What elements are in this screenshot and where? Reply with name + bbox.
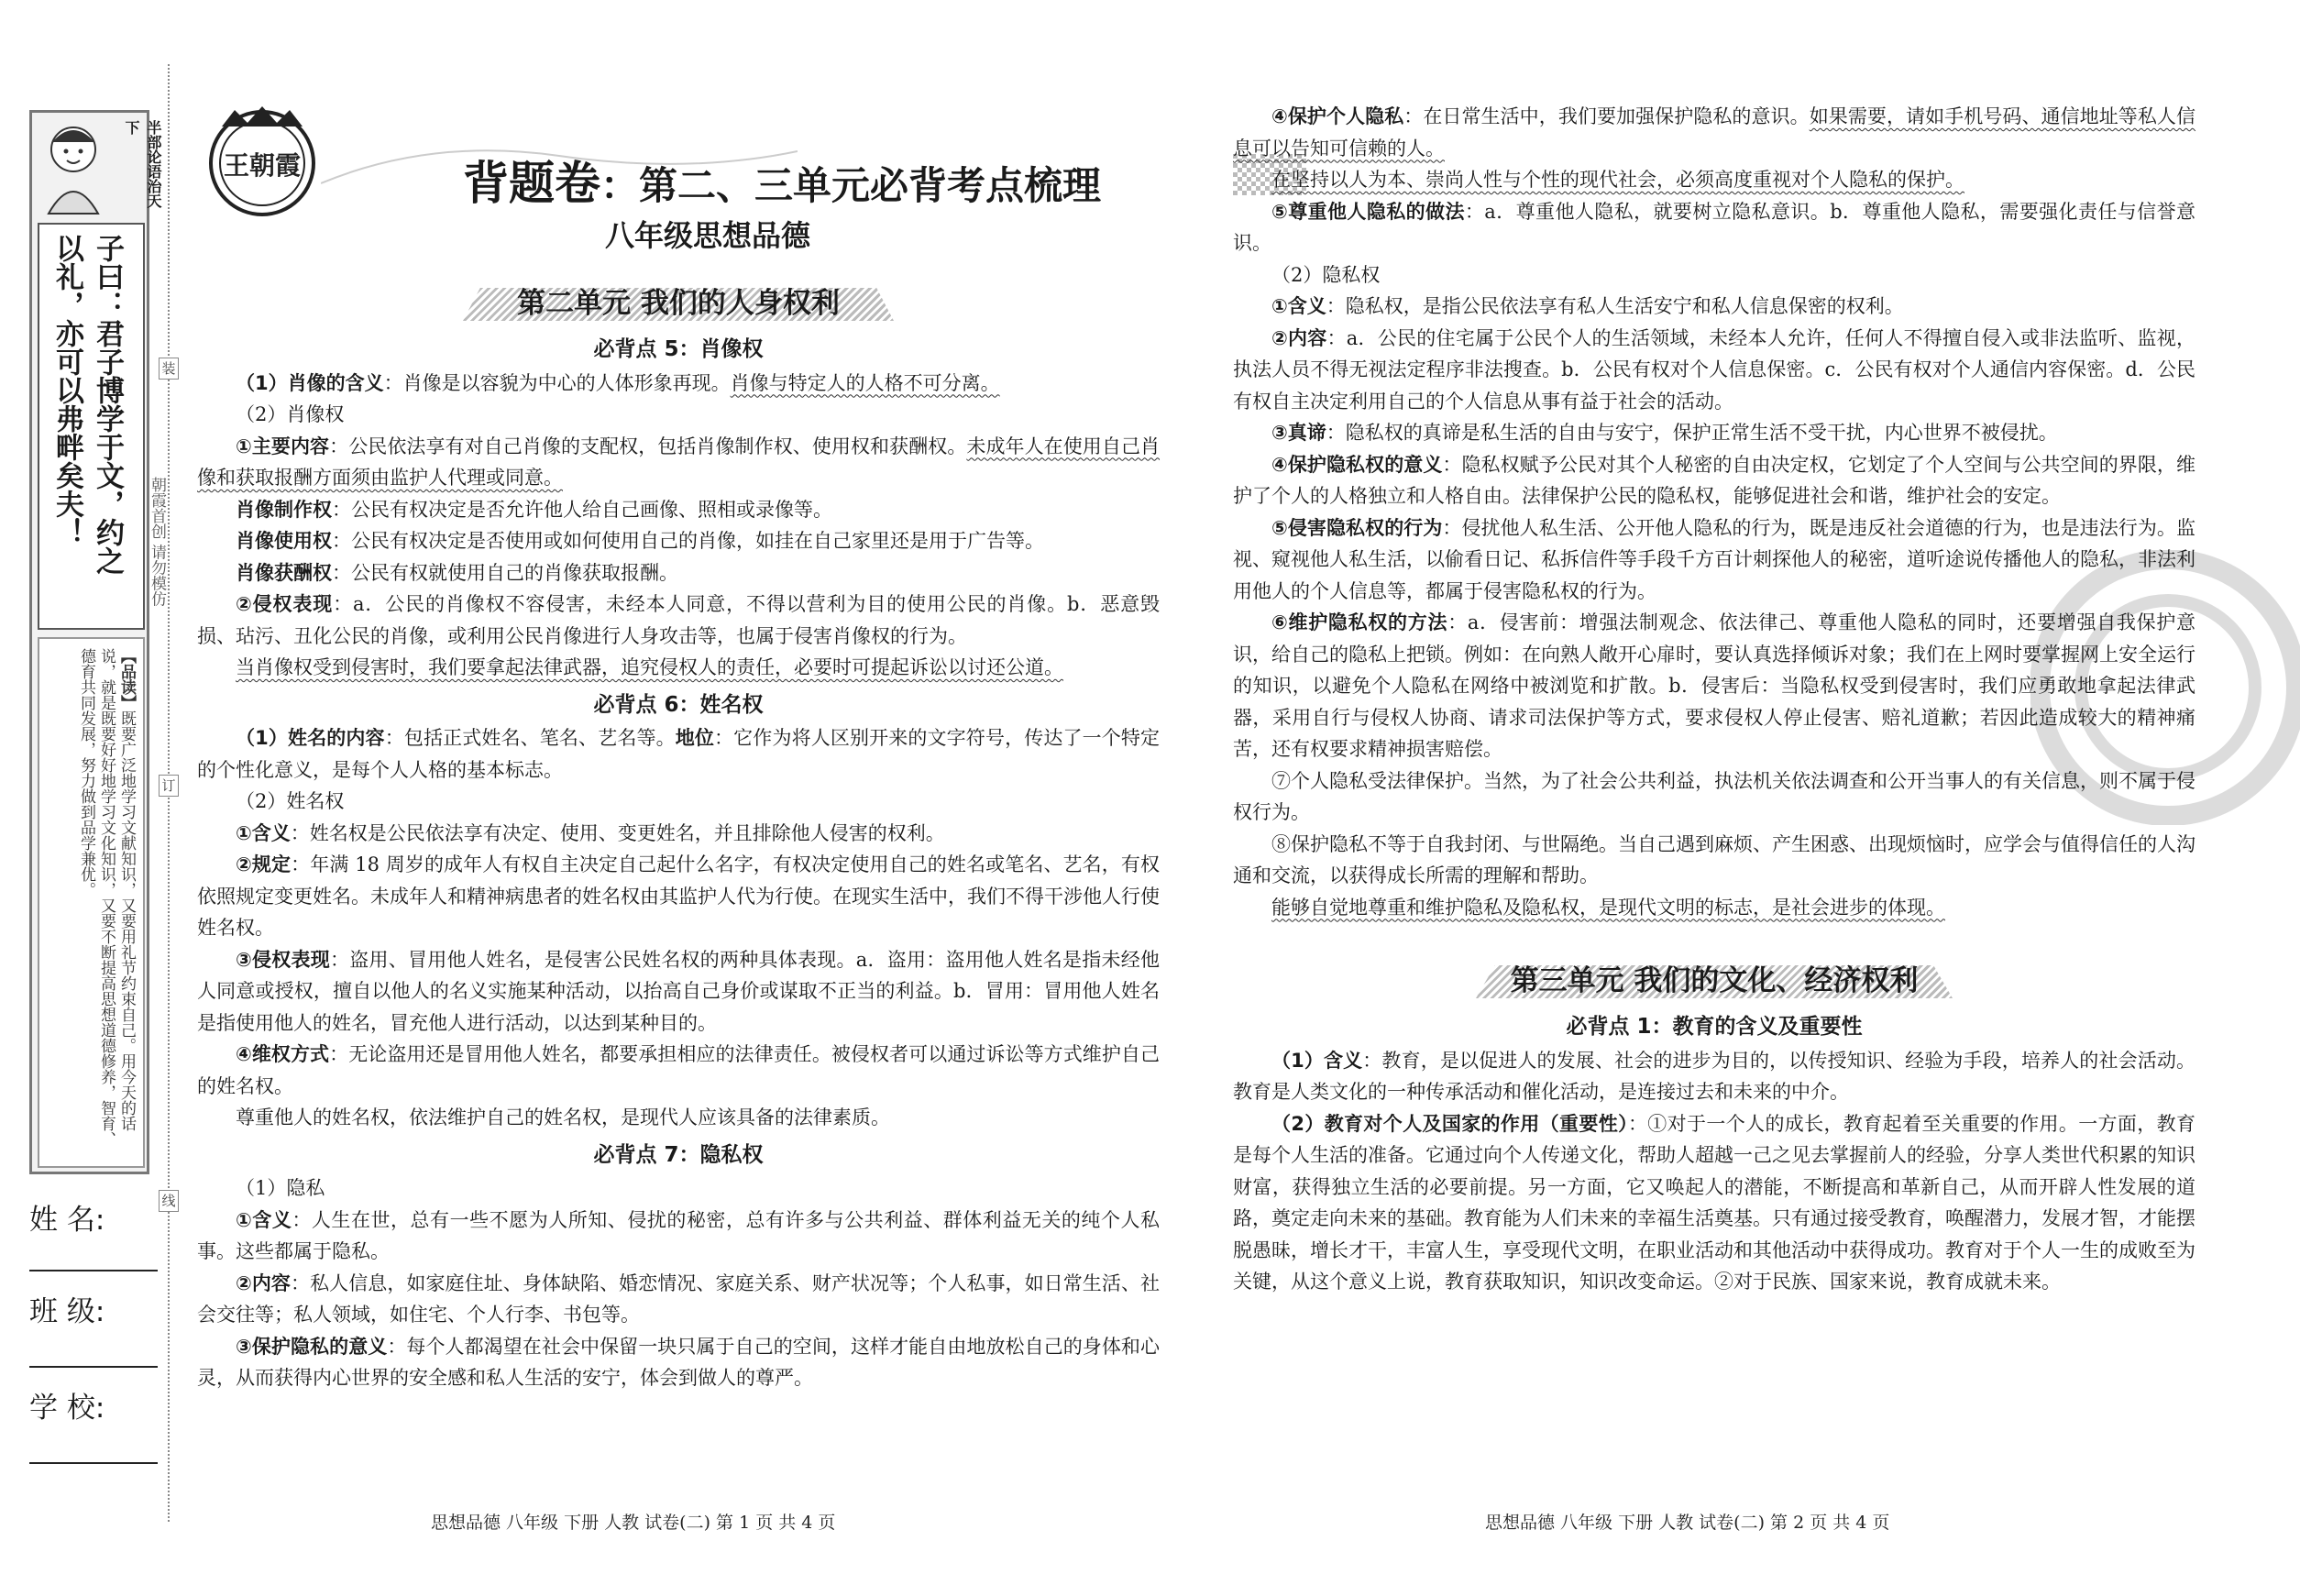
reading-text [45, 648, 137, 1157]
confucius-badge [32, 113, 162, 218]
p5-2b-label: ②侵权表现 [236, 593, 334, 615]
r11-text: ⑦个人隐私受法律保护。当然，为了社会公共利益，执法机关依法调查和公开当事人的有关信息，则不属于侵权行为。 [1233, 769, 2195, 823]
right-footer: 思想品德 八年级 下册 人教 试卷(二) 第 2 页 共 4 页 [1485, 1513, 1890, 1533]
reading-label: 【品读】 [117, 648, 136, 710]
p7-1b-text: ：私人信息，如家庭住址、身体缺陷、婚恋情况、家庭关系、财产状况等；个人私事，如日常生活、社会交往等；私人领域，如住宅、个人行李、书包等。 [197, 1271, 1161, 1326]
quote-line-1: 子曰：君子博学于文，约之 [91, 234, 124, 575]
r4: （2）隐私权 [1271, 263, 1381, 286]
p6-2b-text: ：年满 18 周岁的成年人有权自主决定自己起什么名字，有权决定使用自己的姓名或笔名、艺名，有权依照规定变更姓名。未成年人和精神病患者的姓名权由其监护人代为行使。在现实生活中，我们不得干涉他人行使姓名权。 [197, 853, 1160, 939]
p6-2d-text: ：无论盗用还是冒用他人姓名，都要承担相应的法律责任。被侵权者可以通过诉讼等方式维护自己的姓名权。 [197, 1043, 1160, 1097]
r1-label: ④保护个人隐私 [1271, 105, 1404, 127]
r6-label: ②内容 [1271, 326, 1327, 349]
p5-zz-label: 肖像制作权 [236, 498, 332, 521]
r9-label: ⑤侵害隐私权的行为 [1271, 516, 1443, 539]
r5-text: ：隐私权，是指公民依法享有私人生活安宁和私人信息保密的权利。 [1326, 295, 1904, 317]
school-field-label: 学 校: [29, 1392, 105, 1425]
q2-label: （2）教育对个人及国家的作用（重要性） [1271, 1112, 1628, 1135]
r7-text: ：隐私权的真谛是私生活的自由与安宁，保护正常生活不受干扰，内心世界不被侵扰。 [1326, 422, 2058, 444]
r3-label: ⑤尊重他人隐私的做法 [1271, 200, 1465, 223]
binding-tag-3: 线 [159, 1190, 179, 1212]
r13-wave: 能够自觉地尊重和维护隐私及隐私权，是现代文明的标志，是社会进步的体现。 [1271, 896, 1945, 919]
r10-text: ：a．侵害前：增强法制观念、依法律己、尊重他人隐私的同时，还要增强自我保护意识，给自己的隐私上把锁。例如：在向熟人敞开心扉时，要认真选择倾诉对象；我们在上网时要掌握网上安全运行的知识，以避免个人隐私在网络中被浏览和扩散。b．侵害后：当隐私权受到侵害时，我们应勇敢地拿起法律武器，采用自行与侵权人协商、请求司法保护等方式，要求侵权人停止侵害、赔礼道歉；若因此造成较大的精神痛苦，还有权要求精神损害赔偿。 [1233, 611, 2195, 760]
p5-hc-text: ：公民有权就使用自己的肖像获取报酬。 [332, 561, 678, 584]
p6-1-text2: ：它作为将人区别开来的文字符号，传达了一个特定的个性化意义，是每个人人格的基本标志。 [197, 727, 1161, 781]
p6-2d-label: ④维权方式 [236, 1043, 330, 1065]
p5-1-label: （1）肖像的含义 [236, 371, 384, 394]
p6-1-label2: 地位 [675, 727, 715, 749]
r1-wave: 如果需要，请如手机号码、通信地址等私人信息可以告知可信赖的人。 [1233, 105, 2196, 160]
confucius-icon [32, 113, 119, 218]
p7-1a-label: ①含义 [236, 1208, 292, 1231]
p6-2b-label: ②规定 [236, 853, 292, 875]
binding-tag-2: 订 [159, 775, 179, 797]
p5-2a-wave: 未成年人在使用自己肖像和获取报酬方面须由监护人代理或同意。 [197, 435, 1161, 489]
left-footer: 思想品德 八年级 下册 人教 试卷(二) 第 1 页 共 4 页 [431, 1513, 836, 1533]
point5-title: 必背点 5：肖像权 [593, 337, 764, 361]
p5-2a-text: ：公民依法享有对自己肖像的支配权，包括肖像制作权、使用权和获酬权。 [329, 435, 967, 457]
p5-2: （2）肖像权 [236, 403, 345, 425]
reading-box [38, 637, 145, 1168]
binding-tag-1: 装 [159, 358, 179, 380]
r10-label: ⑥维护隐私权的方法 [1271, 611, 1448, 633]
r8-text: ：隐私权赋予公民对其个人秘密的自由决定权，它划定了个人空间与公共空间的界限，维护了个人的人格独立和人格自由。法律保护公民的隐私权，能够促进社会和谐，维护社会的安定。 [1233, 453, 2196, 507]
p5-1-wave: 肖像与特定人的人格不可分离。 [730, 371, 1000, 394]
school-field-line[interactable] [29, 1462, 158, 1464]
quote-box [38, 223, 145, 630]
class-field-line[interactable] [29, 1366, 158, 1368]
p5-hc-label: 肖像获酬权 [236, 561, 332, 584]
r9-text: ：侵扰他人私生活、公开他人隐私的行为，既是违反社会道德的行为，也是违法行为。监视、窥视他人私生活，以偷看日记、私拆信件等手段千方百计刺探他人的秘密，道听途说传播他人的隐私，非法利用他人的个人信息等，都属于侵害隐私权的行为。 [1233, 516, 2196, 602]
r7-label: ③真谛 [1271, 422, 1326, 444]
p6-1-text: ：包括正式姓名、笔名、艺名等。 [384, 727, 676, 749]
p5-2a-label: ①主要内容 [236, 435, 330, 457]
name-field-label: 姓 名: [29, 1204, 105, 1237]
p6-2a-text: ：姓名权是公民依法享有决定、使用、变更姓名，并且排除他人侵害的权利。 [290, 821, 945, 844]
p5-1-text: ：肖像是以容貌为中心的人体形象再现。 [383, 371, 731, 394]
p5-zz-text: ：公民有权决定是否允许他人给自己画像、照相或录像等。 [332, 498, 832, 521]
r2-wave: 在坚持以人为本、崇尚人性与个性的现代社会，必须高度重视对个人隐私的保护。 [1271, 169, 1964, 191]
logo-icon [204, 103, 321, 220]
quote-line-2: 以礼，亦可以弗畔矣夫！ [50, 234, 83, 546]
side-note: 朝霞首创 请勿模仿 [148, 477, 166, 607]
point7-title: 必背点 7：隐私权 [593, 1142, 764, 1167]
r12-text: ⑧保护隐私不等于自我封闭、与世隔绝。当自己遇到麻烦、产生困惑、出现烦恼时，应学会与值得信任的人沟通和交流，以获得成长所需的理解和帮助。 [1233, 832, 2195, 886]
p6-2a-label: ①含义 [236, 821, 291, 844]
r5-label: ①含义 [1271, 295, 1326, 317]
p7-1b-label: ②内容 [236, 1271, 291, 1294]
p5-sy-label: 肖像使用权 [236, 530, 332, 552]
unit2-title: 第二单元 我们的人身权利 [517, 287, 840, 320]
unit2-banner [463, 282, 894, 325]
unit3-banner [1476, 960, 1953, 1002]
p7-1: （1）隐私 [236, 1177, 325, 1199]
name-field-line[interactable] [29, 1270, 158, 1271]
r8-label: ④保护隐私权的意义 [1271, 453, 1443, 476]
point6-title: 必背点 6：姓名权 [593, 692, 764, 717]
r6-text: ：a．公民的住宅属于公民个人的生活领域，未经本人允许，任何人不得擅自侵入或非法监听、监视，执法人员不得无视法定程序非法搜查。b．公民有权对个人信息保密。c．公民有权对个人通信内容保密。d．公民有权自主决定利用自己的个人信息从事有益于社会的活动。 [1233, 326, 2195, 413]
page-subtitle: 八年级思想品德 [605, 218, 811, 253]
unit3-point1-title: 必背点 1：教育的含义及重要性 [1566, 1015, 1863, 1039]
right-page [1233, 101, 2195, 1298]
unit3-title: 第三单元 我们的文化、经济权利 [1510, 964, 1919, 997]
p7-1c-label: ③保护隐私的意义 [236, 1335, 388, 1358]
q1-label: （1）含义 [1271, 1049, 1363, 1072]
p6-end: 尊重他人的姓名权，依法维护自己的姓名权，是现代人应该具备的法律素质。 [236, 1106, 890, 1128]
badge-caption: 半部论语治天下 [123, 120, 162, 208]
p5-sy-text: ：公民有权决定是否使用或如何使用自己的肖像，如挂在自己家里还是用于广告等。 [332, 530, 1044, 552]
q2-text: ：①对于一个人的成长，教育起着至关重要的作用。一方面，教育是每个人生活的准备。它通过向个人传递文化，帮助人超越一己之见去掌握前人的经验，分享人类世代积累的知识财富，获得独立生活的必要前提。另一方面，它又唤起人的潜能，不断提高和革新自己，从而开辟人性发展的道路，奠定走向未来的基础。教育能为人们未来的幸福生活奠基。只有通过接受教育，唤醒潜力，发展才智，才能摆脱愚昧，增长才干，丰富人生，享受现代文明，在职业活动和其他活动中获得成功。教育对于个人一生的成败至为关键，从这个意义上说，教育获取知识，知识改变命运。②对于民族、国家来说，教育成就未来。 [1233, 1112, 2195, 1293]
p5-2b-text: ：a．公民的肖像权不容侵害，未经本人同意，不得以营利为目的使用公民的肖像。b．恶意毁损、玷污、丑化公民的肖像，或利用公民肖像进行人身攻击等，也属于侵害肖像权的行为。 [197, 593, 1160, 647]
reading-body: 既要广泛地学习文献知识，又要用礼节约束自己。用今天的话说，就是既要好好地学习文化知识，又要不断提高思想道德修养，智育、德育共同发展，努力做到品学兼优。 [77, 648, 136, 1147]
page-title-rest: ：第二、三单元必背考点梳理 [600, 163, 1102, 208]
page-title-big: 背题卷 [463, 157, 600, 210]
r1-text: ：在日常生活中，我们要加强保护隐私的意识。 [1403, 105, 1810, 127]
p6-2: （2）姓名权 [236, 790, 345, 812]
left-page [197, 266, 1160, 1394]
p6-1-label: （1）姓名的内容 [236, 727, 385, 749]
class-field-label: 班 级: [29, 1295, 105, 1328]
p7-1a-text: ：人生在世，总有一些不愿为人所知、侵扰的秘密，总有许多与公共利益、群体利益无关的纯个人私事。这些都属于隐私。 [197, 1208, 1161, 1262]
r3-text: ：a．尊重他人隐私，就要树立隐私意识。b．尊重他人隐私，需要强化责任与信誉意识。 [1233, 200, 2196, 254]
logo-text: 王朝霞 [223, 150, 302, 181]
q1-text: ：教育，是以促进人的发展、社会的进步为目的，以传授知识、经验为手段，培养人的社会活动。教育是人类文化的一种传承活动和催化活动，是连接过去和未来的中介。 [1233, 1049, 2195, 1103]
p6-2c-label: ③侵权表现 [236, 948, 331, 971]
page-title [463, 147, 1101, 213]
p7-1c-text: ：每个人都渴望在社会中保留一块只属于自己的空间，这样才能自由地放松自己的身体和心灵，从而获得内心世界的安全感和私人生活的安宁，体会到做人的尊严。 [197, 1335, 1160, 1389]
p5-end-wave: 当肖像权受到侵害时，我们要拿起法律武器，追究侵权人的责任，必要时可提起诉讼以讨还公道。 [236, 656, 1063, 678]
p6-2c-text: ：盗用、冒用他人姓名，是侵害公民姓名权的两种具体表现。a．盗用：盗用他人姓名是指未经他人同意或授权，擅自以他人的名义实施某种活动，以抬高自己身价或谋取不正当的利益。b．冒用：冒用他人姓名是指使用他人的姓名，冒充他人进行活动，以达到某种目的。 [197, 948, 1160, 1034]
